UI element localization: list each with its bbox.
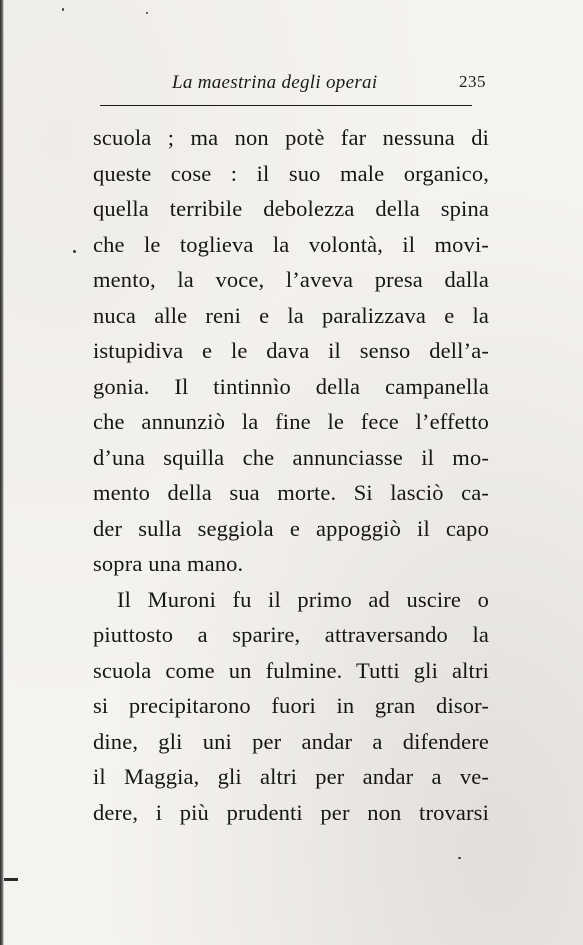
paper-speck [146,12,148,14]
page-number: 235 [459,72,486,91]
running-title: La maestrina degli operai [172,72,378,93]
paper-speck [73,250,76,253]
text-line: dere, i più prudenti per non trovarsi [93,799,489,825]
text-line: gonia. Il tintinnìo della campanella [93,373,489,399]
text-line: quella terribile debolezza della spina [93,196,489,221]
text-line: istupidiva e le dava il senso dell’a- [93,338,489,363]
text-line: d’una squilla che annunciasse il mo- [93,444,489,470]
running-head [100,70,486,100]
text-line: mento, la voce, l’aveva presa dalla [93,267,489,292]
text-line: che le toglieva la volontà, il movi- [93,231,489,257]
text-line: queste cose : il suo male organico, [93,160,489,186]
page-binding-edge [0,0,4,945]
text-line: nuca alle reni e la paralizzava e la [93,302,489,328]
text-line: scuola come un fulmine. Tutti gli altri [93,657,489,683]
text-line: scuola ; ma non potè far nessuna di [93,125,489,150]
text-line: si precipitarono fuori in gran disor- [93,693,489,718]
text-line: che annunziò la fine le fece l’effetto [93,409,489,434]
binding-mark [4,878,18,881]
text-line: der sulla seggiola e appoggiò il capo [93,515,489,541]
body-text [93,120,489,830]
text-line: dine, gli uni per andar a difendere [93,728,489,754]
paper-speck [62,8,64,11]
text-line: mento della sua morte. Si lasciò ca- [93,480,489,505]
text-line: sopra una mano. [93,551,244,576]
text-line: piuttosto a sparire, attraversando la [93,622,489,647]
paragraph-start-line: Il Muroni fu il primo ad uscire o [117,586,489,612]
header-rule [100,105,472,106]
text-line: il Maggia, gli altri per andar a ve- [93,764,489,789]
paper-speck [458,857,461,859]
